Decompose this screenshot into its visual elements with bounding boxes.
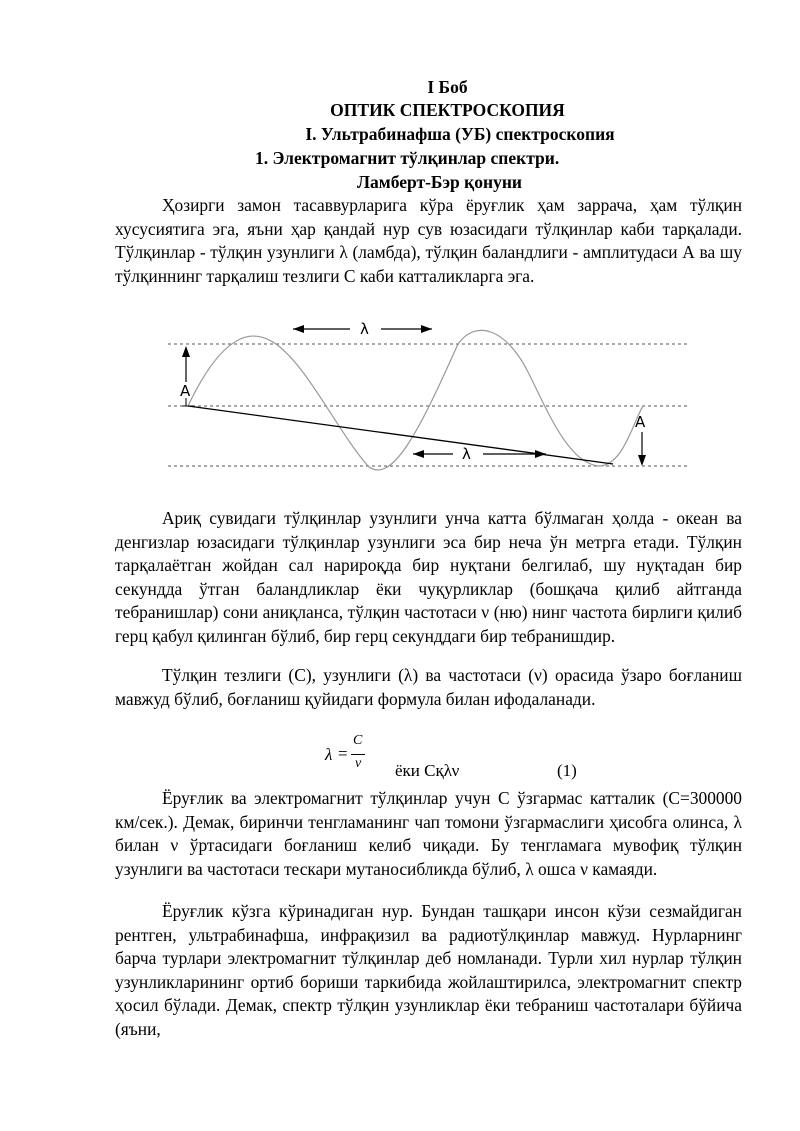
formula-denominator: ν	[355, 756, 362, 771]
bottom-lambda-label: λ	[462, 445, 471, 463]
part-title: ОПТИК СПЕКТРОСКОПИЯ	[330, 100, 565, 120]
formula-fraction	[325, 733, 370, 781]
formula-alternative: ёки Сқλν	[395, 761, 460, 780]
paragraph-light-speed: Ёруғлик ва электромагнит тўлқинлар учун С ўзгармас катталик (С=300000 км/сек.). Демак, биринчи тенгламанинг чап томони ўзгармаслиги ҳисобга олинса, λ билан ν ўртасидаги боғланиш келиб чиқади. Бу тенгламага мувофиқ тўлқин узунлиги ва частотаси тескари мутаносибликда бўлиб, λ ошса ν камаяди.	[115, 788, 742, 879]
subsection-title: 1. Электромагнит тўлқинлар спектри.	[255, 148, 560, 168]
wave-diagram	[168, 312, 688, 482]
formula-numerator: C	[353, 733, 363, 748]
paragraph-relation: Тўлқин тезлиги (С), узунлиги (λ) ва частотаси (ν) орасида ўзаро боғланиш мавжуд бўлиб, боғланиш қуйидаги формула билан ифодаланади.	[115, 665, 742, 709]
left-amplitude-arrowhead	[182, 346, 190, 357]
formula-number: (1)	[557, 761, 577, 780]
formula-equals: =	[338, 744, 348, 763]
bottom-lambda-arrowhead-right	[535, 450, 546, 458]
formula-fraction-bar	[351, 754, 365, 755]
section-title: I. Ультрабинафша (УБ) спектроскопия	[305, 124, 615, 144]
paragraph-waves: Ариқ сувидаги тўлқинлар узунлиги унча катта бўлмаган ҳолда - океан ва денгизлар юзасидаги тўлқинлар узунлиги эса бир неча ўн метрга етади. Тўлқин тарқалаётган жойдан сал нарироқда бир нуқтани белгилаб, шу нуқтадан бир секундда ўтган баландликлар ёки чуқурликлар (бошқача қилиб айтганда тебранишлар) сони аниқланса, тўлқин частотаси ν (ню) нинг частота бирлиги қилиб герц қабул қилинган бўлиб, бир герц секунддаги бир тебранишдир.	[115, 508, 742, 646]
subsection-title-2: Ламберт-Бэр қонуни	[357, 172, 522, 192]
top-lambda-label: λ	[360, 320, 369, 338]
chapter-title: I Боб	[427, 77, 468, 97]
sine-wave	[188, 330, 643, 470]
top-lambda-arrowhead-right	[421, 325, 432, 333]
paragraph-spectrum: Ёруғлик кўзга кўринадиган нур. Бундан ташқари инсон кўзи сезмайдиган рентген, ультрабинафша, инфрақизил ва радиотўлқинлар мавжуд. Нурларнинг барча турлари электромагнит тўлқинлар деб номланади. Турли хил нурлар тўлқин узунликларининг ортиб бориши таркибида жойлаштирилса, электромагнит спектр ҳосил бўлади. Демак, спектр тўлқин узунликлар ёки тебраниш частоталари бўйича (яъни,	[115, 901, 742, 1039]
formula-lambda: λ	[325, 745, 333, 764]
left-amplitude-label: А	[180, 382, 191, 400]
top-lambda-arrowhead-left	[293, 325, 304, 333]
paragraph-intro: Ҳозирги замон тасаввурларига кўра ёруғлик ҳам заррача, ҳам тўлқин хусусиятига эга, яъни ҳар қандай нур сув юзасидаги тўлқинлар каби тарқалади. Тўлқинлар - тўлқин узунлиги λ (ламбда), тўлқин баландлиги - амплитудаси А ва шу тўлқиннинг тарқалиш тезлиги С каби катталикларга эга.	[115, 195, 742, 286]
bottom-lambda-arrowhead-left	[413, 450, 424, 458]
right-amplitude-arrowhead	[638, 455, 646, 466]
right-amplitude-label: А	[635, 413, 646, 431]
